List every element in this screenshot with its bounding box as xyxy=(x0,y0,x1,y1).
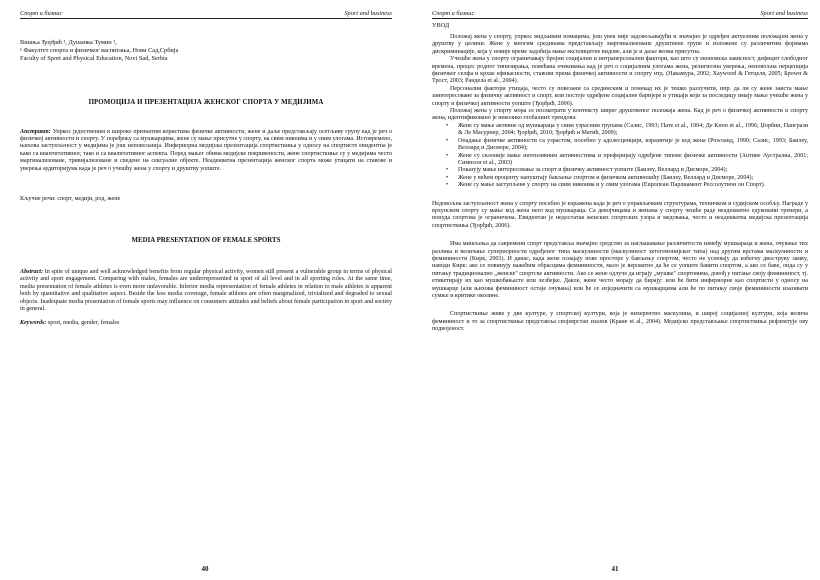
abstract-label-en: Abstract: xyxy=(20,269,44,276)
bullet-icon: • xyxy=(446,152,449,159)
list-item: • Жене су склоније мање интензивним активностима и преферирају одређене типове физичке активности (Аuтиве Аустралиа, 2001; Симпсон et al., 2003) xyxy=(446,152,808,166)
section-heading: УВОД xyxy=(432,22,450,29)
paragraph: Положај жена у спорту мора се посматрати у контексту ширег друштвеног положаја жена. Кад је реч о физичкој активности и спорту жена, идентификовано је неколико глобалних трендова: xyxy=(432,108,808,122)
bullet-icon: • xyxy=(446,174,449,181)
bullet-icon: • xyxy=(446,182,449,189)
page-number: 41 xyxy=(611,565,619,573)
authors-block xyxy=(20,39,392,64)
page-number: 40 xyxy=(201,565,209,573)
page-header xyxy=(432,10,808,19)
abstract-label-cyr: Апстракт: xyxy=(20,128,51,135)
keywords-en xyxy=(20,320,392,326)
paragraph: Учешће жена у спорту ограничавају бројни социјални и интраперсонални фактори, као што су економска зависност, дефицит слободног времена, процес родног типизирања, повећана очекивања кад је реч о социјалним улогама жена, религиозна уверења, неповољна перцепција физичког селфа и крхке ефикасности, ставови према физичкој активности и спорту итд. (Накамура, 2002; Хаywood & Гетцеля, 2005; Броwн & Трост, 2003; Рандела et al., 2004). xyxy=(432,56,808,85)
affiliation-cyr: ¹ Факултет спорта и физичког васпитања, Нови Сад,Србија xyxy=(20,47,179,55)
header-right: Sport and business xyxy=(344,10,392,17)
affiliation-en: Faculty of Sport and Physical Education, Novi Sad, Serbia xyxy=(20,55,168,63)
list-item: • Показују мање интересовање за спорт и физичку активност уопште (Баилеу, Веллард и Дисморе, 2004); xyxy=(446,167,728,174)
paragraph: Персонални фактори утицаја, често су повезани са срединским и понекад их је тешко разлучити, нпр. да ли су жене заиста мање заинтересоване за физичку активност и спорт, или постоје одређене социјалне баријере и утицаји који за последицу имају мање учешће жена у спорту и физичкој активности уопште (Ђорђић, 2006). xyxy=(432,85,808,107)
keywords-label-en: Keywords: xyxy=(20,320,47,327)
paragraph-underrepresentation: Недовољна заступљеност жена у спорту посебно је изражена када је реч о управљачким структурама, техничком и судијском особљу. Награде у врхунском спорту су мање код жена него код мушкараца. Са девојчицама и женама у спорту чешће раде неадекватно едуковани тренери, а понуда спортова је ограничена. Евидентан је недостатак женских спортских узора и медовања, често и неадекватна медијска презентација спортисткиња (Ђорђић, 2006). xyxy=(432,200,808,229)
authors: Вишња Ђорђић ¹, Душанка Тумин ¹, xyxy=(20,39,117,46)
bullet-icon: • xyxy=(446,167,449,174)
title-cyr: ПРОМОЦИЈА И ПРЕЗЕНТАЦИЈА ЖЕНСКОГ СПОРТА У МЕДИЈИМА xyxy=(88,98,324,106)
list-item: • Жене су мање активне од мушкараца у свим узрасним групама (Салис, 1993; Пате et al., 1994; Де Кноп et al., 1996; Џорбин, Пангрази & Ле Масурнер, 2004; Ђорђић, 2010; Ђорђић и Матић, 2009); xyxy=(446,122,808,137)
title-en: MEDIA PRESENTATION OF FEMALE SPORTS xyxy=(131,237,281,245)
abstract-text-cyr: Упркос једнственим и широко признатим користима физичке активности, жене и даље представљају осетљиву групу кад је реч о физичкој активности и спорту. У поређењу са мушкарцима, жене су мање присутне у спорту, на свим нивоима и у свим улогама. Истовремено, њихова заступљеност у медијима је још неповољнија. Инфериорна медијска презентација спортисткиња у односу на спортисте евидентна је како са квантитативног, тако и са квалитативног аспекта. Поред мањег обима медијске покривености, жене спортисткиње су у медијима често маргинализоване, тривијализоване и сведене на сексуалне објекте. Неадекватна презентација женског спорта може утицати на ставове и уверења аудиторијума када је реч о учешћу жена у спорту и друштву уопште. xyxy=(20,128,392,172)
header-right: Sport and business xyxy=(760,10,808,17)
header-left: Спорт и бизнис xyxy=(432,10,475,17)
bullet-icon: • xyxy=(446,122,449,129)
paragraph-culture: Спортисткиње живе у две културе, у спортској култури, која је нихерентно маскулина, и широј социјалној култури, која велича фемининост и то за спортисткиње представља својеврстан изазов (Кране et al., 2004). Медијско представљање спортисткиња рефлектује ову подвојеност. xyxy=(432,311,808,333)
list-item: • Опадање физичке активности са узрастом, посебно у адолесценцији, изразитије је код жена (Роwланд, 1990; Салис, 1993; Баилеу, Веллард и Дисморе, 2004); xyxy=(446,137,808,152)
paragraph: Положај жена у спорту, упркос видљивим помацима, још увек није задовољавајући и значајно је одређен актуелним положајем жена у друштву у целини. Жене у многим срединама представљају маргинализоване друштвене групе и изложене су различитим формама дискриминације, која у новије време задобија мање експлицитне видове, али је и даље веома присутна. xyxy=(432,34,808,55)
page-header xyxy=(20,10,392,19)
list-item: • Жене су мање заступљене у спорту на свим нивоима и у свим улогама (Еuропеан Парлиамент Рессолутион он Спорт). xyxy=(446,182,766,189)
bullet-icon: • xyxy=(446,137,449,144)
list-item: • Жене у већем проценту напуштају бављење спортом и физичком активношћу (Баилеу, Веллард и Дисморе, 2004); xyxy=(446,174,754,181)
trends-list xyxy=(432,123,808,190)
keywords-cyr: Кључне речи: спорт, медији, род, жене xyxy=(20,196,121,203)
header-left: Спорт и бизнис xyxy=(20,10,63,17)
abstract-en xyxy=(20,269,392,313)
keywords-text-en: sport, media, gender, females xyxy=(46,320,120,327)
right-page xyxy=(410,0,820,580)
paragraph-masculinity: Има мишљења да савремени спорт представља значајно средство за наглашавање различитости између мушкараца и жена, очување тих разлика и величање супериорности одређеног типа маскулиности (маскулиност хетегемонијског типа) над другим врстама маскулиности и фемининости (Кирк, 2003). И данас, када жене освајају нове просторе у бављењу спортом, често не успевају да избегну двоструку замку, наводи Кирк: ако се повинују важећим обрасцима фемининости, мало је вероватно да ће се уопште бавити спортом, а ако се баве, онда су у питању традиционално „женске" спортске активности. Ако се жене одлуче да играју „мушке" спортовима, довођ у питање своју фемининост, тј. етикетирају их као мушкобањасте или лезбејке. Дакле, жене често морају да бирају: или ће бити инфериорне као спортисти у односу на мушкарце (али њихова фемининост остаје очувана) или ће се изједначити са мушкарцима али ће по питању своје фемининости изазивати сумње и критике околине. xyxy=(432,241,808,299)
abstract-cyr xyxy=(20,129,392,173)
abstract-text-en: In spite of unique and well acknowledged benefits from regular physical activity, women still present a vulnerable group in terms of physical activity and sport engagement. Comparing with males, females are underrepresented in sport of all level and in all sporting roles. At the same time, media presentation of female athletes is even more unfavorable. Inferior media representation of female athletes in relation to male athletes is apparent both by quantitative and qualitative aspect. Beside the less media coverage, female athletes are often marginalized, trivialized and degraded to sexual objects. Inadequate media presentation of female sports may influence on consumers attitudes and beliefs about female participation in sport and society in general. xyxy=(20,269,392,313)
